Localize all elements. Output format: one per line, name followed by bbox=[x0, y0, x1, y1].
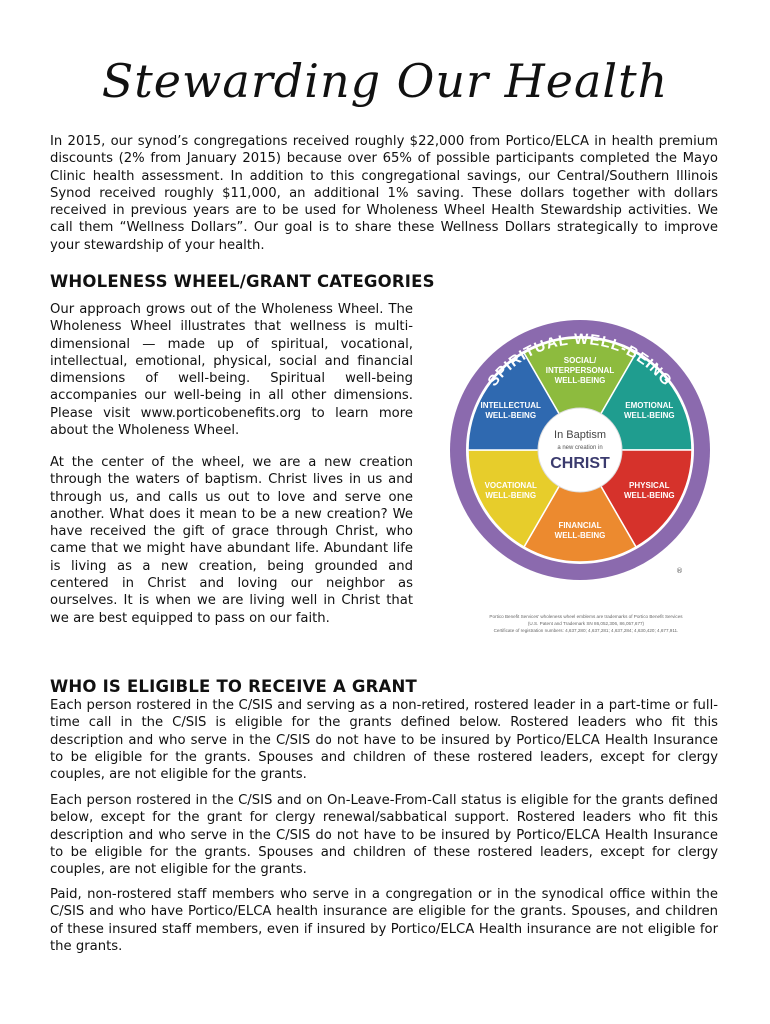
wheel-segment-label-2: PHYSICAL WELL-BEING bbox=[623, 481, 675, 500]
center-line-2: a new creation in bbox=[557, 445, 603, 451]
wheel-paragraph-2: At the center of the wheel, we are a new creation through the waters of baptism. Christ lives in us and through us, and calls us out to love and serve one another. What does it mean to be a new creation? We have received the gift of grace through Christ, who came that we might have abundant life. Abundant life is living as a new creation, being grounded and centered in Christ and loving our neighbor as ourselves. It is when we are living well in Christ that we are best equipped to pass on our faith. bbox=[50, 455, 413, 626]
caption-line-1: Portico Benefit Services' wholeness wheel emblems are trademarks of Portico Benefit Services bbox=[489, 614, 683, 619]
page-title: Stewarding Our Health bbox=[101, 54, 669, 108]
wheel-segment-label-4: VOCATIONAL WELL-BEING bbox=[484, 481, 537, 500]
wheel-paragraph-1: Our approach grows out of the Wholeness Wheel. The Wholeness Wheel illustrates that wellness is multi-dimensional — made up of spiritual, vocational, intellectual, emotional, physical, social and financial dimensions of well-being. Spiritual well-being accompanies our well-being in all other dimensions. Please visit www.porticobenefits.org to learn more about the Wholeness Wheel. bbox=[50, 302, 413, 439]
center-line-1: In Baptism bbox=[554, 429, 606, 441]
eligibility-paragraph-3: Paid, non-rostered staff members who serve in a congregation or in the synodical office within the C/SIS and who have Portico/ELCA health insurance are eligible for the grants. Spouses, and children of these insured staff members, even if insured by Portico/ELCA Health insurance are not eligible for the grants. bbox=[50, 887, 718, 954]
registered-mark: ® bbox=[676, 567, 683, 575]
caption-line-3: Certificate of registration numbers: 4,637,280; 4,637,281; 4,637,284; 4,630,420; 4,677,911. bbox=[493, 628, 679, 633]
wheel-segment-label-0: SOCIAL/ INTERPERSONAL WELL-BEING bbox=[545, 356, 615, 385]
eligibility-paragraph-1: Each person rostered in the C/SIS and serving as a non-retired, rostered leader in a part-time or full-time call in the C/SIS is eligible for the grants defined below. Rostered leaders who fit this description and who serve in the C/SIS do not have to be insured by Portico/ELCA Health Insurance to be eligible for the grants. Spouses and children of these rostered leaders, except for clergy couples, are not eligible for the grants. bbox=[50, 698, 718, 783]
wheel-segment-label-3: FINANCIAL WELL-BEING bbox=[554, 521, 606, 540]
figure-caption bbox=[446, 613, 726, 634]
wheel-segment-label-1: EMOTIONAL WELL-BEING bbox=[623, 401, 675, 420]
wheel-segment-label-5: INTELLECTUAL WELL-BEING bbox=[480, 401, 541, 420]
wheel-section-heading: WHOLENESS WHEEL/GRANT CATEGORIES bbox=[50, 272, 435, 291]
caption-line-2: (U.S. Patent and Trademark SN 86,052,306, 86,057,677) bbox=[527, 621, 645, 626]
eligibility-heading: WHO IS ELIGIBLE TO RECEIVE A GRANT bbox=[50, 677, 417, 696]
wholeness-wheel-graphic bbox=[440, 310, 720, 590]
eligibility-paragraph-2: Each person rostered in the C/SIS and on On-Leave-From-Call status is eligible for the grants defined below, except for the grant for clergy renewal/sabbatical support. Rostered leaders who fit this description and who serve in the C/SIS do not have to be insured by Portico/ELCA Health Insurance to be eligible for the grants. Spouses and children of these rostered leaders, except for clergy couples, are not eligible for the grants. bbox=[50, 793, 718, 878]
intro-paragraph: In 2015, our synod’s congregations received roughly $22,000 from Portico/ELCA in health premium discounts (2% from January 2015) because over 65% of possible participants completed the Mayo Clinic health assessment. In addition to this congregational savings, our Central/Southern Illinois Synod received roughly $11,000, an additional 1% saving. These dollars together with dollars received in previous years are to be used for Wholeness Wheel Health Stewardship activities. We call them “Wellness Dollars”. Our goal is to share these Wellness Dollars strategically to improve your stewardship of your health. bbox=[50, 134, 718, 253]
spiritual-ring-label: SPIRITUAL WELL-BEING bbox=[484, 330, 676, 390]
wholeness-wheel-figure bbox=[432, 300, 732, 645]
center-line-3: CHRIST bbox=[550, 455, 610, 472]
